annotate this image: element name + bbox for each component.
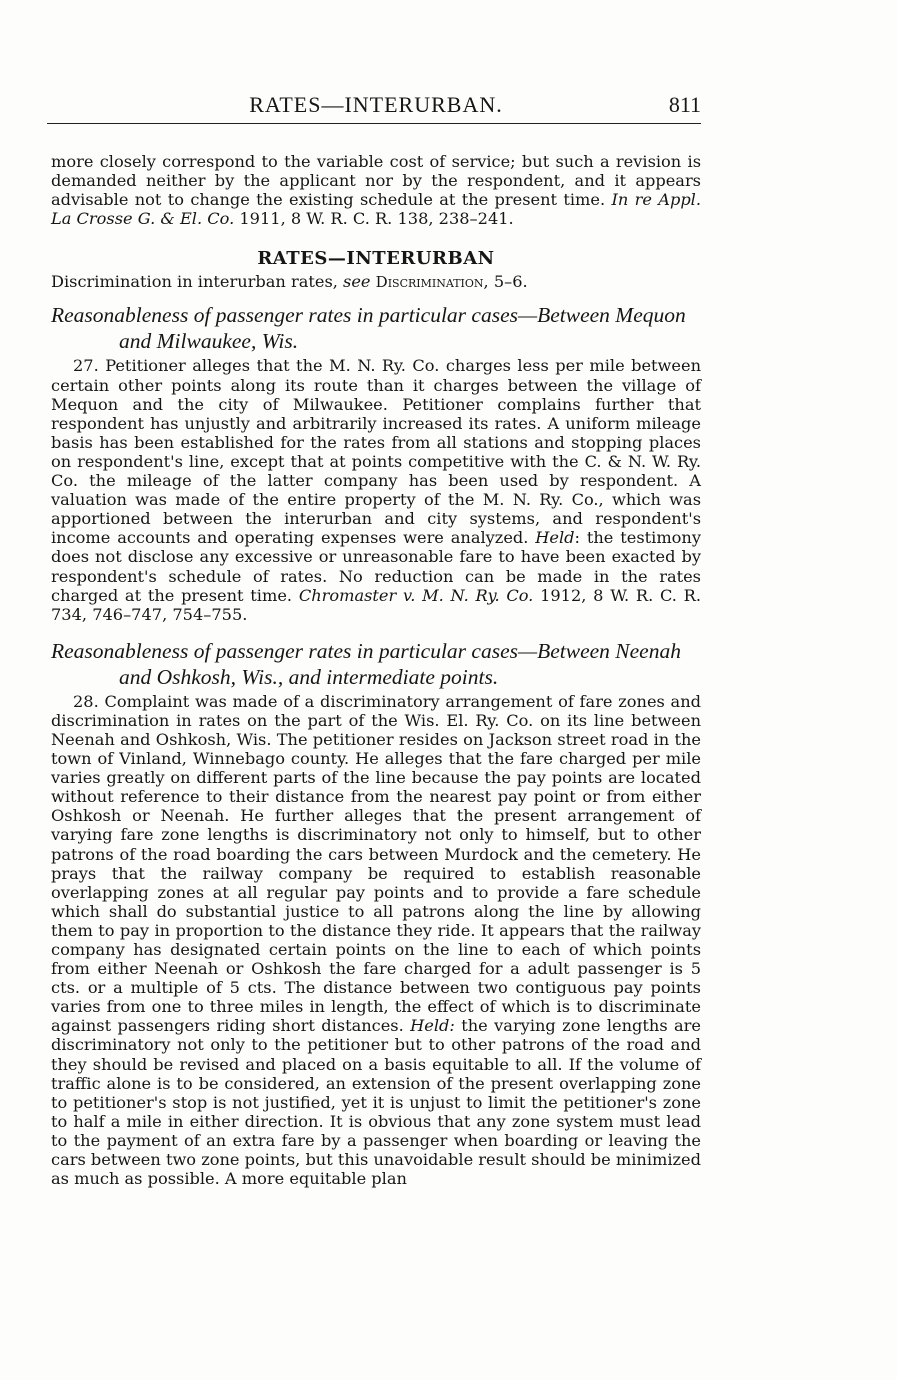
continuation-text: more closely correspond to the variable cost of service; but such a revision is demanded neither by the applicant nor by the respondent, and it appears advisable not to change the existing schedule at the present time.: [51, 152, 701, 210]
citation-case: In re Appl. La Crosse G. & El. Co.: [51, 190, 701, 229]
header-rule: [47, 123, 701, 124]
section-heading: RATES—INTERURBAN: [257, 248, 495, 270]
entry-subhead: Reasonableness of passenger rates in particular cases—Between Neenah and Oshkosh, Wis., and intermediate points.: [51, 638, 681, 689]
xref-numbers: , 5–6.: [483, 272, 528, 292]
entry-subhead: Reasonableness of passenger rates in particular cases—Between Mequon and Milwaukee, Wis.: [51, 303, 686, 354]
entry-text: 27. Petitioner alleges that the M. N. Ry. Co. charges less per mile between certain other points along its route than it charges between the village of Mequon and the city of Milwaukee. Petitioner complains further that respondent has unjustly and arbitrarily increased its rates. A uniform mileage basis has been established for the rates from all stations and stopping places on respondent's line, except that at points competitive with the C. & N. W. Ry. Co. the mileage of the latter company has been used by respondent. A valuation was made of the entire property of the M. N. Ry. Co., which was apportioned between the interurban and city systems, and respondent's income accounts and operating expenses were analyzed.: [51, 356, 701, 548]
running-head: [51, 92, 701, 122]
entry-27: [51, 302, 701, 623]
spacer: [51, 624, 701, 638]
xref-see: see: [343, 272, 371, 292]
citation-reference: 1911, 8 W. R. C. R. 138, 238–241.: [234, 209, 514, 229]
continuation-paragraph: [51, 152, 701, 228]
entry-body: [51, 692, 701, 1188]
xref-text: Discrimination in interurban rates,: [51, 272, 344, 292]
held-label: Held: [535, 528, 575, 548]
running-title: RATES—INTERURBAN.: [249, 92, 503, 117]
entry-text: 28. Complaint was made of a discriminatory arrangement of fare zones and discrimination in rates on the part of the Wis. El. Ry. Co. on its line between Neenah and Oshkosh, Wis. The petitioner resides on Jackson street road in the town of Vinland, Winnebago county. He alleges that the fare charged per mile varies greatly on different parts of the line because the pay points are located without reference to their distance from the nearest pay point or from either Oshkosh or Neenah. He further alleges that the present arrangement of varying fare zone lengths is discriminatory not only to himself, but to other patrons of the road boarding the cars between Murdock and the cemetery. He prays that the railway company be required to establish reasonable overlapping zones at all regular pay points and to provide a fare schedule which shall do substantial justice to all patrons along the line by allowing them to pay in proportion to the distance they ride. It appears that the railway company has designated certain points on the line to each of which points from either Neenah or Oshkosh the fare charged for a adult passenger is 5 cts. or a multiple of 5 cts. The distance between two contiguous pay points varies from one to three miles in length, the effect of which is to discriminate against passengers riding short distances.: [51, 691, 701, 1036]
held-text: : the testimony does not disclose any excessive or unreasonable fare to have been exacted by respondent's schedule of rates. No reduction can be made in the rates charged at the present time.: [51, 528, 701, 605]
citation-case: Chromaster v. M. N. Ry. Co.: [298, 585, 534, 605]
entry-body: [51, 356, 701, 623]
entry-28: [51, 638, 701, 1188]
held-text: the varying zone lengths are discriminatory not only to the petitioner but to other patrons of the road and they should be revised and placed on a basis equitable to all. If the volume of traffic alone is to be considered, an extension of the present overlapping zone to petitioner's stop is not justified, yet it is unjust to limit the petitioner's zone to half a mile in either direction. It is obvious that any zone system must lead to the payment of an extra fare by a passenger when boarding or leaving the cars between two zone points, but this unavoidable result should be minimized as much as possible. A more equitable plan: [51, 1016, 701, 1189]
document-page: [51, 92, 701, 1188]
cross-reference: [51, 272, 701, 292]
held-label: Held:: [410, 1016, 455, 1036]
page-number: 811: [668, 92, 701, 117]
citation-reference: 1912, 8 W. R. C. R. 734, 746–747, 754–755.: [51, 585, 701, 624]
xref-target: Discrimination: [375, 273, 484, 292]
